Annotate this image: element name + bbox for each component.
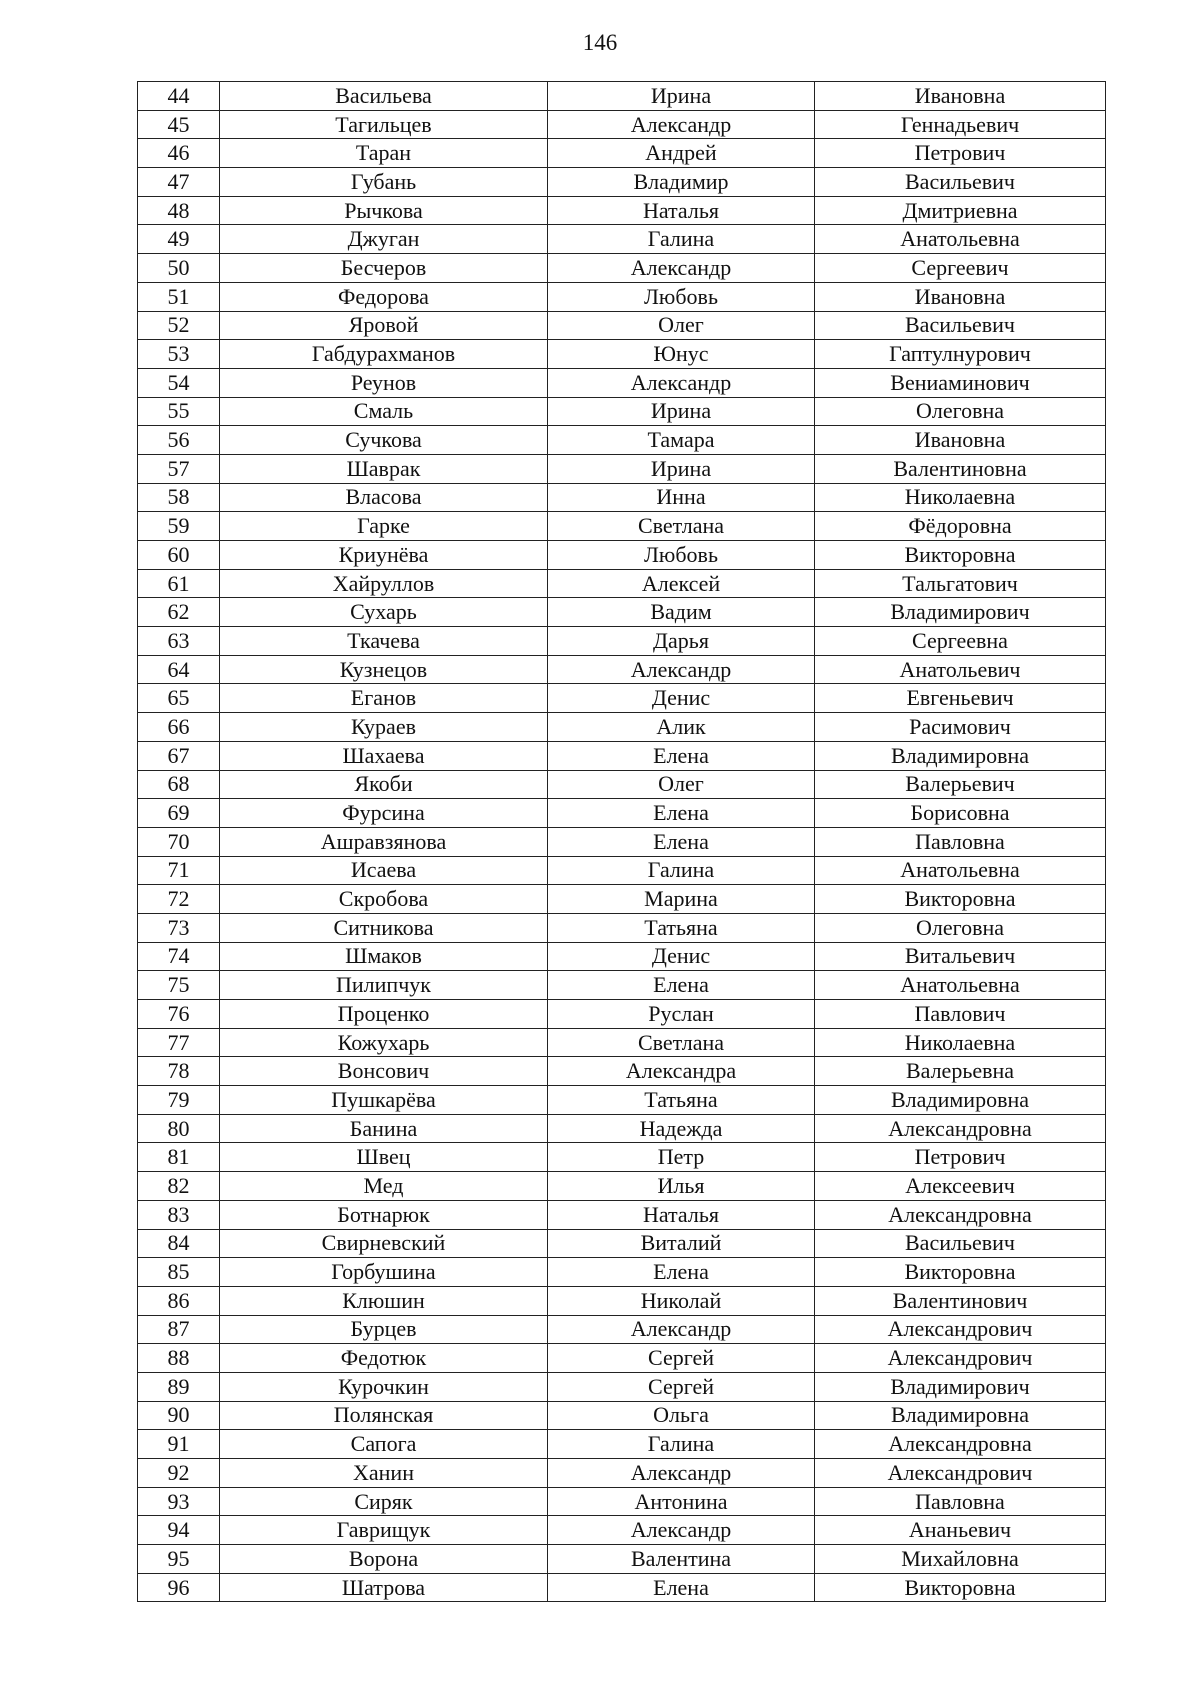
surname-cell: Ворона xyxy=(220,1545,548,1574)
surname-cell: Бурцев xyxy=(220,1315,548,1344)
row-number-cell: 60 xyxy=(138,541,220,570)
first-name-cell: Андрей xyxy=(548,139,815,168)
table-row xyxy=(138,713,1106,742)
row-number-cell: 61 xyxy=(138,569,220,598)
surname-cell: Сапога xyxy=(220,1430,548,1459)
table-row xyxy=(138,598,1106,627)
first-name-cell: Елена xyxy=(548,1258,815,1287)
patronymic-cell: Гаптулнурович xyxy=(815,340,1106,369)
row-number-cell: 64 xyxy=(138,655,220,684)
patronymic-cell: Сергеевич xyxy=(815,254,1106,283)
row-number-cell: 46 xyxy=(138,139,220,168)
page-number: 146 xyxy=(582,30,618,55)
patronymic-cell: Александровна xyxy=(815,1200,1106,1229)
patronymic-cell: Владимирович xyxy=(815,1372,1106,1401)
patronymic-cell: Фёдоровна xyxy=(815,512,1106,541)
patronymic-cell: Александровна xyxy=(815,1430,1106,1459)
row-number-cell: 44 xyxy=(138,82,220,111)
table-row xyxy=(138,1372,1106,1401)
surname-cell: Хайруллов xyxy=(220,569,548,598)
first-name-cell: Вадим xyxy=(548,598,815,627)
surname-cell: Ботнарюк xyxy=(220,1200,548,1229)
surname-cell: Ашравзянова xyxy=(220,827,548,856)
table-row xyxy=(138,1143,1106,1172)
row-number-cell: 88 xyxy=(138,1344,220,1373)
surname-cell: Клюшин xyxy=(220,1286,548,1315)
patronymic-cell: Викторовна xyxy=(815,1573,1106,1602)
surname-cell: Ханин xyxy=(220,1459,548,1488)
table-row xyxy=(138,397,1106,426)
row-number-cell: 93 xyxy=(138,1487,220,1516)
surname-cell: Швец xyxy=(220,1143,548,1172)
row-number-cell: 79 xyxy=(138,1086,220,1115)
row-number-cell: 77 xyxy=(138,1028,220,1057)
patronymic-cell: Николаевна xyxy=(815,1028,1106,1057)
row-number-cell: 47 xyxy=(138,168,220,197)
patronymic-cell: Петрович xyxy=(815,1143,1106,1172)
first-name-cell: Галина xyxy=(548,856,815,885)
row-number-cell: 75 xyxy=(138,971,220,1000)
table-row xyxy=(138,1286,1106,1315)
first-name-cell: Елена xyxy=(548,799,815,828)
row-number-cell: 82 xyxy=(138,1172,220,1201)
table-row xyxy=(138,1086,1106,1115)
patronymic-cell: Александрович xyxy=(815,1459,1106,1488)
row-number-cell: 68 xyxy=(138,770,220,799)
table-row xyxy=(138,1000,1106,1029)
first-name-cell: Марина xyxy=(548,885,815,914)
patronymic-cell: Николаевна xyxy=(815,483,1106,512)
table-row xyxy=(138,168,1106,197)
first-name-cell: Валентина xyxy=(548,1545,815,1574)
surname-cell: Кураев xyxy=(220,713,548,742)
patronymic-cell: Александровна xyxy=(815,1114,1106,1143)
table-row xyxy=(138,1114,1106,1143)
surname-cell: Гарке xyxy=(220,512,548,541)
row-number-cell: 65 xyxy=(138,684,220,713)
patronymic-cell: Олеговна xyxy=(815,913,1106,942)
surname-cell: Фурсина xyxy=(220,799,548,828)
patronymic-cell: Павлович xyxy=(815,1000,1106,1029)
table-row xyxy=(138,569,1106,598)
table-row xyxy=(138,1487,1106,1516)
table-row xyxy=(138,254,1106,283)
row-number-cell: 58 xyxy=(138,483,220,512)
surname-cell: Федорова xyxy=(220,282,548,311)
table-row xyxy=(138,483,1106,512)
name-roster-table xyxy=(137,81,1106,1602)
patronymic-cell: Алексеевич xyxy=(815,1172,1106,1201)
patronymic-cell: Геннадьевич xyxy=(815,110,1106,139)
first-name-cell: Татьяна xyxy=(548,1086,815,1115)
first-name-cell: Виталий xyxy=(548,1229,815,1258)
patronymic-cell: Анатольевич xyxy=(815,655,1106,684)
table-row xyxy=(138,110,1106,139)
row-number-cell: 67 xyxy=(138,741,220,770)
row-number-cell: 48 xyxy=(138,196,220,225)
row-number-cell: 85 xyxy=(138,1258,220,1287)
surname-cell: Сухарь xyxy=(220,598,548,627)
patronymic-cell: Дмитриевна xyxy=(815,196,1106,225)
table-row xyxy=(138,1545,1106,1574)
row-number-cell: 52 xyxy=(138,311,220,340)
patronymic-cell: Евгеньевич xyxy=(815,684,1106,713)
table-row xyxy=(138,971,1106,1000)
first-name-cell: Елена xyxy=(548,741,815,770)
patronymic-cell: Михайловна xyxy=(815,1545,1106,1574)
table-row xyxy=(138,368,1106,397)
surname-cell: Кожухарь xyxy=(220,1028,548,1057)
first-name-cell: Елена xyxy=(548,971,815,1000)
surname-cell: Тагильцев xyxy=(220,110,548,139)
table-row xyxy=(138,913,1106,942)
first-name-cell: Петр xyxy=(548,1143,815,1172)
table-row xyxy=(138,454,1106,483)
table-row xyxy=(138,225,1106,254)
first-name-cell: Олег xyxy=(548,770,815,799)
row-number-cell: 45 xyxy=(138,110,220,139)
table-row xyxy=(138,655,1106,684)
patronymic-cell: Расимович xyxy=(815,713,1106,742)
table-row xyxy=(138,1315,1106,1344)
first-name-cell: Тамара xyxy=(548,426,815,455)
surname-cell: Сиряк xyxy=(220,1487,548,1516)
surname-cell: Пилипчук xyxy=(220,971,548,1000)
surname-cell: Полянская xyxy=(220,1401,548,1430)
first-name-cell: Владимир xyxy=(548,168,815,197)
table-row xyxy=(138,684,1106,713)
surname-cell: Якоби xyxy=(220,770,548,799)
table-row xyxy=(138,82,1106,111)
patronymic-cell: Васильевич xyxy=(815,311,1106,340)
table-row xyxy=(138,1200,1106,1229)
table-row xyxy=(138,512,1106,541)
patronymic-cell: Владимировна xyxy=(815,1401,1106,1430)
surname-cell: Горбушина xyxy=(220,1258,548,1287)
patronymic-cell: Олеговна xyxy=(815,397,1106,426)
first-name-cell: Дарья xyxy=(548,627,815,656)
table-row xyxy=(138,1344,1106,1373)
patronymic-cell: Валерьевна xyxy=(815,1057,1106,1086)
row-number-cell: 63 xyxy=(138,627,220,656)
patronymic-cell: Анатольевна xyxy=(815,971,1106,1000)
roster-table-body xyxy=(138,82,1106,1602)
table-row xyxy=(138,1229,1106,1258)
table-row xyxy=(138,282,1106,311)
row-number-cell: 91 xyxy=(138,1430,220,1459)
first-name-cell: Ольга xyxy=(548,1401,815,1430)
surname-cell: Шмаков xyxy=(220,942,548,971)
surname-cell: Вонсович xyxy=(220,1057,548,1086)
first-name-cell: Любовь xyxy=(548,282,815,311)
row-number-cell: 73 xyxy=(138,913,220,942)
row-number-cell: 83 xyxy=(138,1200,220,1229)
surname-cell: Курочкин xyxy=(220,1372,548,1401)
row-number-cell: 78 xyxy=(138,1057,220,1086)
surname-cell: Криунёва xyxy=(220,541,548,570)
patronymic-cell: Васильевич xyxy=(815,168,1106,197)
first-name-cell: Галина xyxy=(548,225,815,254)
row-number-cell: 71 xyxy=(138,856,220,885)
first-name-cell: Алик xyxy=(548,713,815,742)
patronymic-cell: Владимирович xyxy=(815,598,1106,627)
row-number-cell: 90 xyxy=(138,1401,220,1430)
table-row xyxy=(138,799,1106,828)
surname-cell: Мед xyxy=(220,1172,548,1201)
surname-cell: Ткачева xyxy=(220,627,548,656)
surname-cell: Ситникова xyxy=(220,913,548,942)
table-row xyxy=(138,541,1106,570)
first-name-cell: Руслан xyxy=(548,1000,815,1029)
patronymic-cell: Сергеевна xyxy=(815,627,1106,656)
surname-cell: Проценко xyxy=(220,1000,548,1029)
row-number-cell: 81 xyxy=(138,1143,220,1172)
table-row xyxy=(138,139,1106,168)
first-name-cell: Николай xyxy=(548,1286,815,1315)
surname-cell: Реунов xyxy=(220,368,548,397)
first-name-cell: Светлана xyxy=(548,1028,815,1057)
surname-cell: Еганов xyxy=(220,684,548,713)
patronymic-cell: Викторовна xyxy=(815,1258,1106,1287)
surname-cell: Васильева xyxy=(220,82,548,111)
table-row xyxy=(138,1057,1106,1086)
first-name-cell: Татьяна xyxy=(548,913,815,942)
table-row xyxy=(138,1516,1106,1545)
surname-cell: Таран xyxy=(220,139,548,168)
first-name-cell: Любовь xyxy=(548,541,815,570)
surname-cell: Смаль xyxy=(220,397,548,426)
patronymic-cell: Ивановна xyxy=(815,282,1106,311)
patronymic-cell: Викторовна xyxy=(815,541,1106,570)
table-row xyxy=(138,1459,1106,1488)
first-name-cell: Антонина xyxy=(548,1487,815,1516)
patronymic-cell: Ананьевич xyxy=(815,1516,1106,1545)
table-row xyxy=(138,1258,1106,1287)
row-number-cell: 87 xyxy=(138,1315,220,1344)
row-number-cell: 84 xyxy=(138,1229,220,1258)
surname-cell: Шахаева xyxy=(220,741,548,770)
table-row xyxy=(138,942,1106,971)
table-row xyxy=(138,426,1106,455)
surname-cell: Габдурахманов xyxy=(220,340,548,369)
surname-cell: Федотюк xyxy=(220,1344,548,1373)
patronymic-cell: Витальевич xyxy=(815,942,1106,971)
patronymic-cell: Валентиновна xyxy=(815,454,1106,483)
patronymic-cell: Ивановна xyxy=(815,82,1106,111)
table-row xyxy=(138,1172,1106,1201)
surname-cell: Свирневский xyxy=(220,1229,548,1258)
first-name-cell: Сергей xyxy=(548,1372,815,1401)
row-number-cell: 86 xyxy=(138,1286,220,1315)
surname-cell: Скробова xyxy=(220,885,548,914)
first-name-cell: Александр xyxy=(548,655,815,684)
first-name-cell: Ирина xyxy=(548,82,815,111)
patronymic-cell: Анатольевна xyxy=(815,225,1106,254)
patronymic-cell: Владимировна xyxy=(815,741,1106,770)
first-name-cell: Инна xyxy=(548,483,815,512)
row-number-cell: 95 xyxy=(138,1545,220,1574)
first-name-cell: Елена xyxy=(548,827,815,856)
patronymic-cell: Викторовна xyxy=(815,885,1106,914)
row-number-cell: 76 xyxy=(138,1000,220,1029)
first-name-cell: Александра xyxy=(548,1057,815,1086)
first-name-cell: Денис xyxy=(548,684,815,713)
patronymic-cell: Петрович xyxy=(815,139,1106,168)
patronymic-cell: Павловна xyxy=(815,1487,1106,1516)
first-name-cell: Илья xyxy=(548,1172,815,1201)
row-number-cell: 54 xyxy=(138,368,220,397)
surname-cell: Сучкова xyxy=(220,426,548,455)
row-number-cell: 56 xyxy=(138,426,220,455)
table-row xyxy=(138,770,1106,799)
row-number-cell: 49 xyxy=(138,225,220,254)
patronymic-cell: Владимировна xyxy=(815,1086,1106,1115)
row-number-cell: 74 xyxy=(138,942,220,971)
row-number-cell: 55 xyxy=(138,397,220,426)
surname-cell: Власова xyxy=(220,483,548,512)
table-row xyxy=(138,885,1106,914)
row-number-cell: 62 xyxy=(138,598,220,627)
patronymic-cell: Борисовна xyxy=(815,799,1106,828)
table-row xyxy=(138,1401,1106,1430)
first-name-cell: Юнус xyxy=(548,340,815,369)
table-row xyxy=(138,856,1106,885)
row-number-cell: 70 xyxy=(138,827,220,856)
table-row xyxy=(138,627,1106,656)
patronymic-cell: Тальгатович xyxy=(815,569,1106,598)
surname-cell: Шаврак xyxy=(220,454,548,483)
patronymic-cell: Васильевич xyxy=(815,1229,1106,1258)
patronymic-cell: Вениаминович xyxy=(815,368,1106,397)
first-name-cell: Светлана xyxy=(548,512,815,541)
patronymic-cell: Павловна xyxy=(815,827,1106,856)
surname-cell: Бесчеров xyxy=(220,254,548,283)
first-name-cell: Надежда xyxy=(548,1114,815,1143)
surname-cell: Шатрова xyxy=(220,1573,548,1602)
first-name-cell: Александр xyxy=(548,1315,815,1344)
row-number-cell: 57 xyxy=(138,454,220,483)
row-number-cell: 94 xyxy=(138,1516,220,1545)
row-number-cell: 51 xyxy=(138,282,220,311)
row-number-cell: 80 xyxy=(138,1114,220,1143)
first-name-cell: Александр xyxy=(548,1516,815,1545)
patronymic-cell: Александрович xyxy=(815,1315,1106,1344)
row-number-cell: 72 xyxy=(138,885,220,914)
table-row xyxy=(138,1028,1106,1057)
first-name-cell: Алексей xyxy=(548,569,815,598)
first-name-cell: Александр xyxy=(548,254,815,283)
first-name-cell: Денис xyxy=(548,942,815,971)
patronymic-cell: Валерьевич xyxy=(815,770,1106,799)
row-number-cell: 59 xyxy=(138,512,220,541)
surname-cell: Кузнецов xyxy=(220,655,548,684)
first-name-cell: Ирина xyxy=(548,454,815,483)
patronymic-cell: Ивановна xyxy=(815,426,1106,455)
first-name-cell: Наталья xyxy=(548,1200,815,1229)
row-number-cell: 53 xyxy=(138,340,220,369)
row-number-cell: 69 xyxy=(138,799,220,828)
surname-cell: Рычкова xyxy=(220,196,548,225)
row-number-cell: 96 xyxy=(138,1573,220,1602)
table-row xyxy=(138,1430,1106,1459)
surname-cell: Губань xyxy=(220,168,548,197)
first-name-cell: Александр xyxy=(548,368,815,397)
surname-cell: Пушкарёва xyxy=(220,1086,548,1115)
row-number-cell: 92 xyxy=(138,1459,220,1488)
first-name-cell: Александр xyxy=(548,1459,815,1488)
patronymic-cell: Александрович xyxy=(815,1344,1106,1373)
surname-cell: Джуган xyxy=(220,225,548,254)
first-name-cell: Ирина xyxy=(548,397,815,426)
row-number-cell: 50 xyxy=(138,254,220,283)
row-number-cell: 66 xyxy=(138,713,220,742)
surname-cell: Гаврищук xyxy=(220,1516,548,1545)
table-row xyxy=(138,340,1106,369)
table-row xyxy=(138,1573,1106,1602)
table-row xyxy=(138,741,1106,770)
first-name-cell: Олег xyxy=(548,311,815,340)
first-name-cell: Наталья xyxy=(548,196,815,225)
surname-cell: Яровой xyxy=(220,311,548,340)
first-name-cell: Галина xyxy=(548,1430,815,1459)
row-number-cell: 89 xyxy=(138,1372,220,1401)
first-name-cell: Сергей xyxy=(548,1344,815,1373)
first-name-cell: Александр xyxy=(548,110,815,139)
table-row xyxy=(138,827,1106,856)
first-name-cell: Елена xyxy=(548,1573,815,1602)
surname-cell: Банина xyxy=(220,1114,548,1143)
surname-cell: Исаева xyxy=(220,856,548,885)
patronymic-cell: Анатольевна xyxy=(815,856,1106,885)
table-row xyxy=(138,196,1106,225)
patronymic-cell: Валентинович xyxy=(815,1286,1106,1315)
table-row xyxy=(138,311,1106,340)
